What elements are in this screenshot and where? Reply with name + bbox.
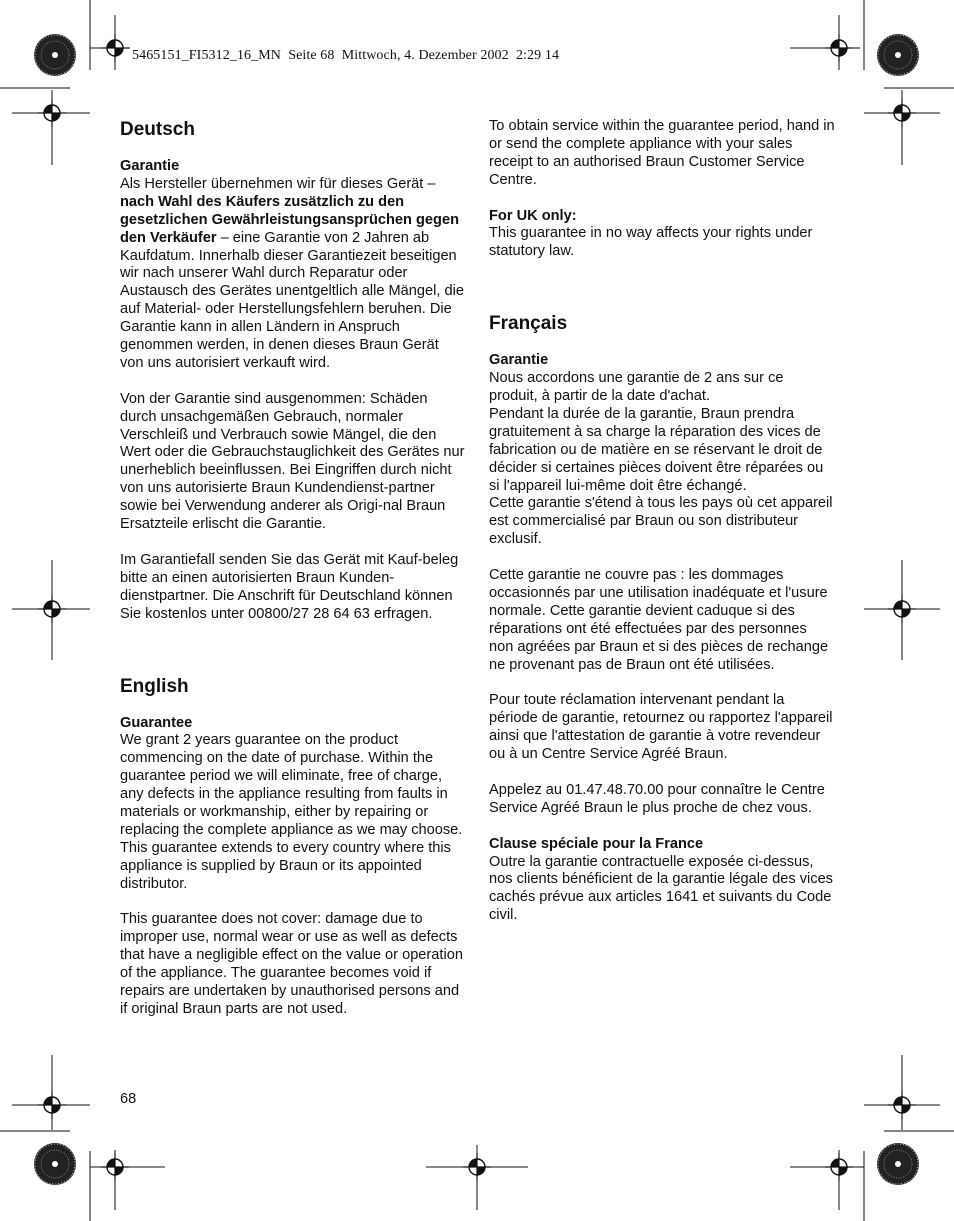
left-column bbox=[120, 118, 466, 1019]
right-column bbox=[489, 118, 835, 925]
clause-speciale-text: Outre la garantie contractuelle exposée ci-dessus, nos clients bénéficient de la garantie légale des vices cachés prévue aux articles 1641 et suivants du Code civil. bbox=[489, 853, 833, 924]
section-heading-deutsch: Deutsch bbox=[120, 119, 195, 140]
subheading-garantie-fr: Garantie bbox=[489, 352, 549, 369]
print-header: 5465151_FI5312_16_MN Seite 68 Mittwoch, 4. Dezember 2002 2:29 14 bbox=[132, 48, 560, 63]
english-paragraph-1: We grant 2 years guarantee on the product commencing on the date of purchase. Within the guarantee period we will eliminate, free of charge, any defects in the appliance resulting from faults in materials or workmanship, either by repairing or replacing the complete appliance as we may choose. bbox=[120, 732, 463, 838]
deutsch-paragraph-3: Im Garantiefall senden Sie das Gerät mit Kauf-beleg bitte an einen autorisierten Braun Kunden-dienstpartner. Die Anschrift für Deutschland können Sie kostenlos unter 00800/27 28 64 63 erfragen. bbox=[120, 551, 459, 622]
subheading-guarantee: Guarantee bbox=[120, 714, 193, 731]
uk-statutory-text: This guarantee in no way affects your rights under statutory law. bbox=[489, 225, 813, 260]
deutsch-paragraph-1: Als Hersteller übernehmen wir für dieses Gerät – nach Wahl des Käufers zusätzlich zu den gesetzlichen Gewährleistungsansprüchen gegen den Verkäufer – eine Garantie von 2 Jahren ab Kaufdatum. Innerhalb dieser Garantiezeit beseitigen wir nach unserer Wahl durch Reparatur oder Austausch des Gerätes unentgeltlich alle Mängel, die auf Material- oder Herstellungsfehlern beruhen. Die Garantie kann in allen Ländern in Anspruch genommen werden, in denen dieses Braun Gerät von uns autorisiert verkauft wird. bbox=[120, 175, 464, 371]
francais-paragraph-3: Cette garantie s'étend à tous les pays où cet appareil est commercialisé par Braun ou son distributeur exclusif. bbox=[489, 495, 833, 548]
francais-paragraph-2: Pendant la durée de la garantie, Braun prendra gratuitement à sa charge la réparation des vices de fabrication ou de matière en se réservant le droit de décider si certaines pièces doivent être réparées ou si l'appareil lui-même doit être échangé. bbox=[489, 405, 824, 494]
english-paragraph-4: To obtain service within the guarantee period, hand in or send the complete appliance with your sales receipt to an authorised Braun Customer Service Centre. bbox=[489, 118, 835, 188]
francais-paragraph-5: Pour toute réclamation intervenant pendant la période de garantie, retournez ou rapportez l'appareil ainsi que l'attestation de garantie à votre revendeur ou à un Centre Service Agréé Braun. bbox=[489, 692, 833, 763]
english-paragraph-2: This guarantee extends to every country where this appliance is supplied by Braun or its appointed distributor. bbox=[120, 839, 451, 892]
francais-paragraph-4: Cette garantie ne couvre pas : les dommages occasionnés par une utilisation inadéquate et l'usure normale. Cette garantie devient caduque si des réparations ont été effectuées par des personnes non agréées par Braun et si des pièces de rechange ne provenant pas de Braun ont été utilisées. bbox=[489, 567, 829, 673]
subheading-uk-only: For UK only: bbox=[489, 207, 577, 224]
subheading-garantie: Garantie bbox=[120, 158, 180, 174]
english-paragraph-3: This guarantee does not cover: damage due to improper use, normal wear or use as well as defects that have a negligible effect on the value or operation of the appliance. The guarantee becomes void if repairs are undertaken by unauthorised persons and if original Braun parts are not used. bbox=[120, 911, 463, 1018]
section-heading-francais: Français bbox=[489, 313, 568, 335]
page-number: 68 bbox=[120, 1091, 137, 1107]
francais-paragraph-6: Appelez au 01.47.48.70.00 pour connaître le Centre Service Agréé Braun le plus proche de chez vous. bbox=[489, 781, 825, 816]
section-heading-english: English bbox=[120, 675, 189, 697]
deutsch-paragraph-2: Von der Garantie sind ausgenommen: Schäden durch unsachgemäßen Gebrauch, normaler Verschleiß und Verbrauch sowie Mängel, die den Wert oder die Gebrauchstauglichkeit des Gerätes nur unerheblich beeinflussen. Bei Eingriffen durch nicht von uns autorisierte Braun Kundendienst-partner sowie bei Verwendung anderer als Origi-nal Braun Ersatzteile erlischt die Garantie. bbox=[120, 390, 465, 533]
subheading-clause-speciale: Clause spéciale pour la France bbox=[489, 835, 704, 852]
francais-paragraph-1: Nous accordons une garantie de 2 ans sur ce produit, à partir de la date d'achat. bbox=[489, 370, 784, 405]
